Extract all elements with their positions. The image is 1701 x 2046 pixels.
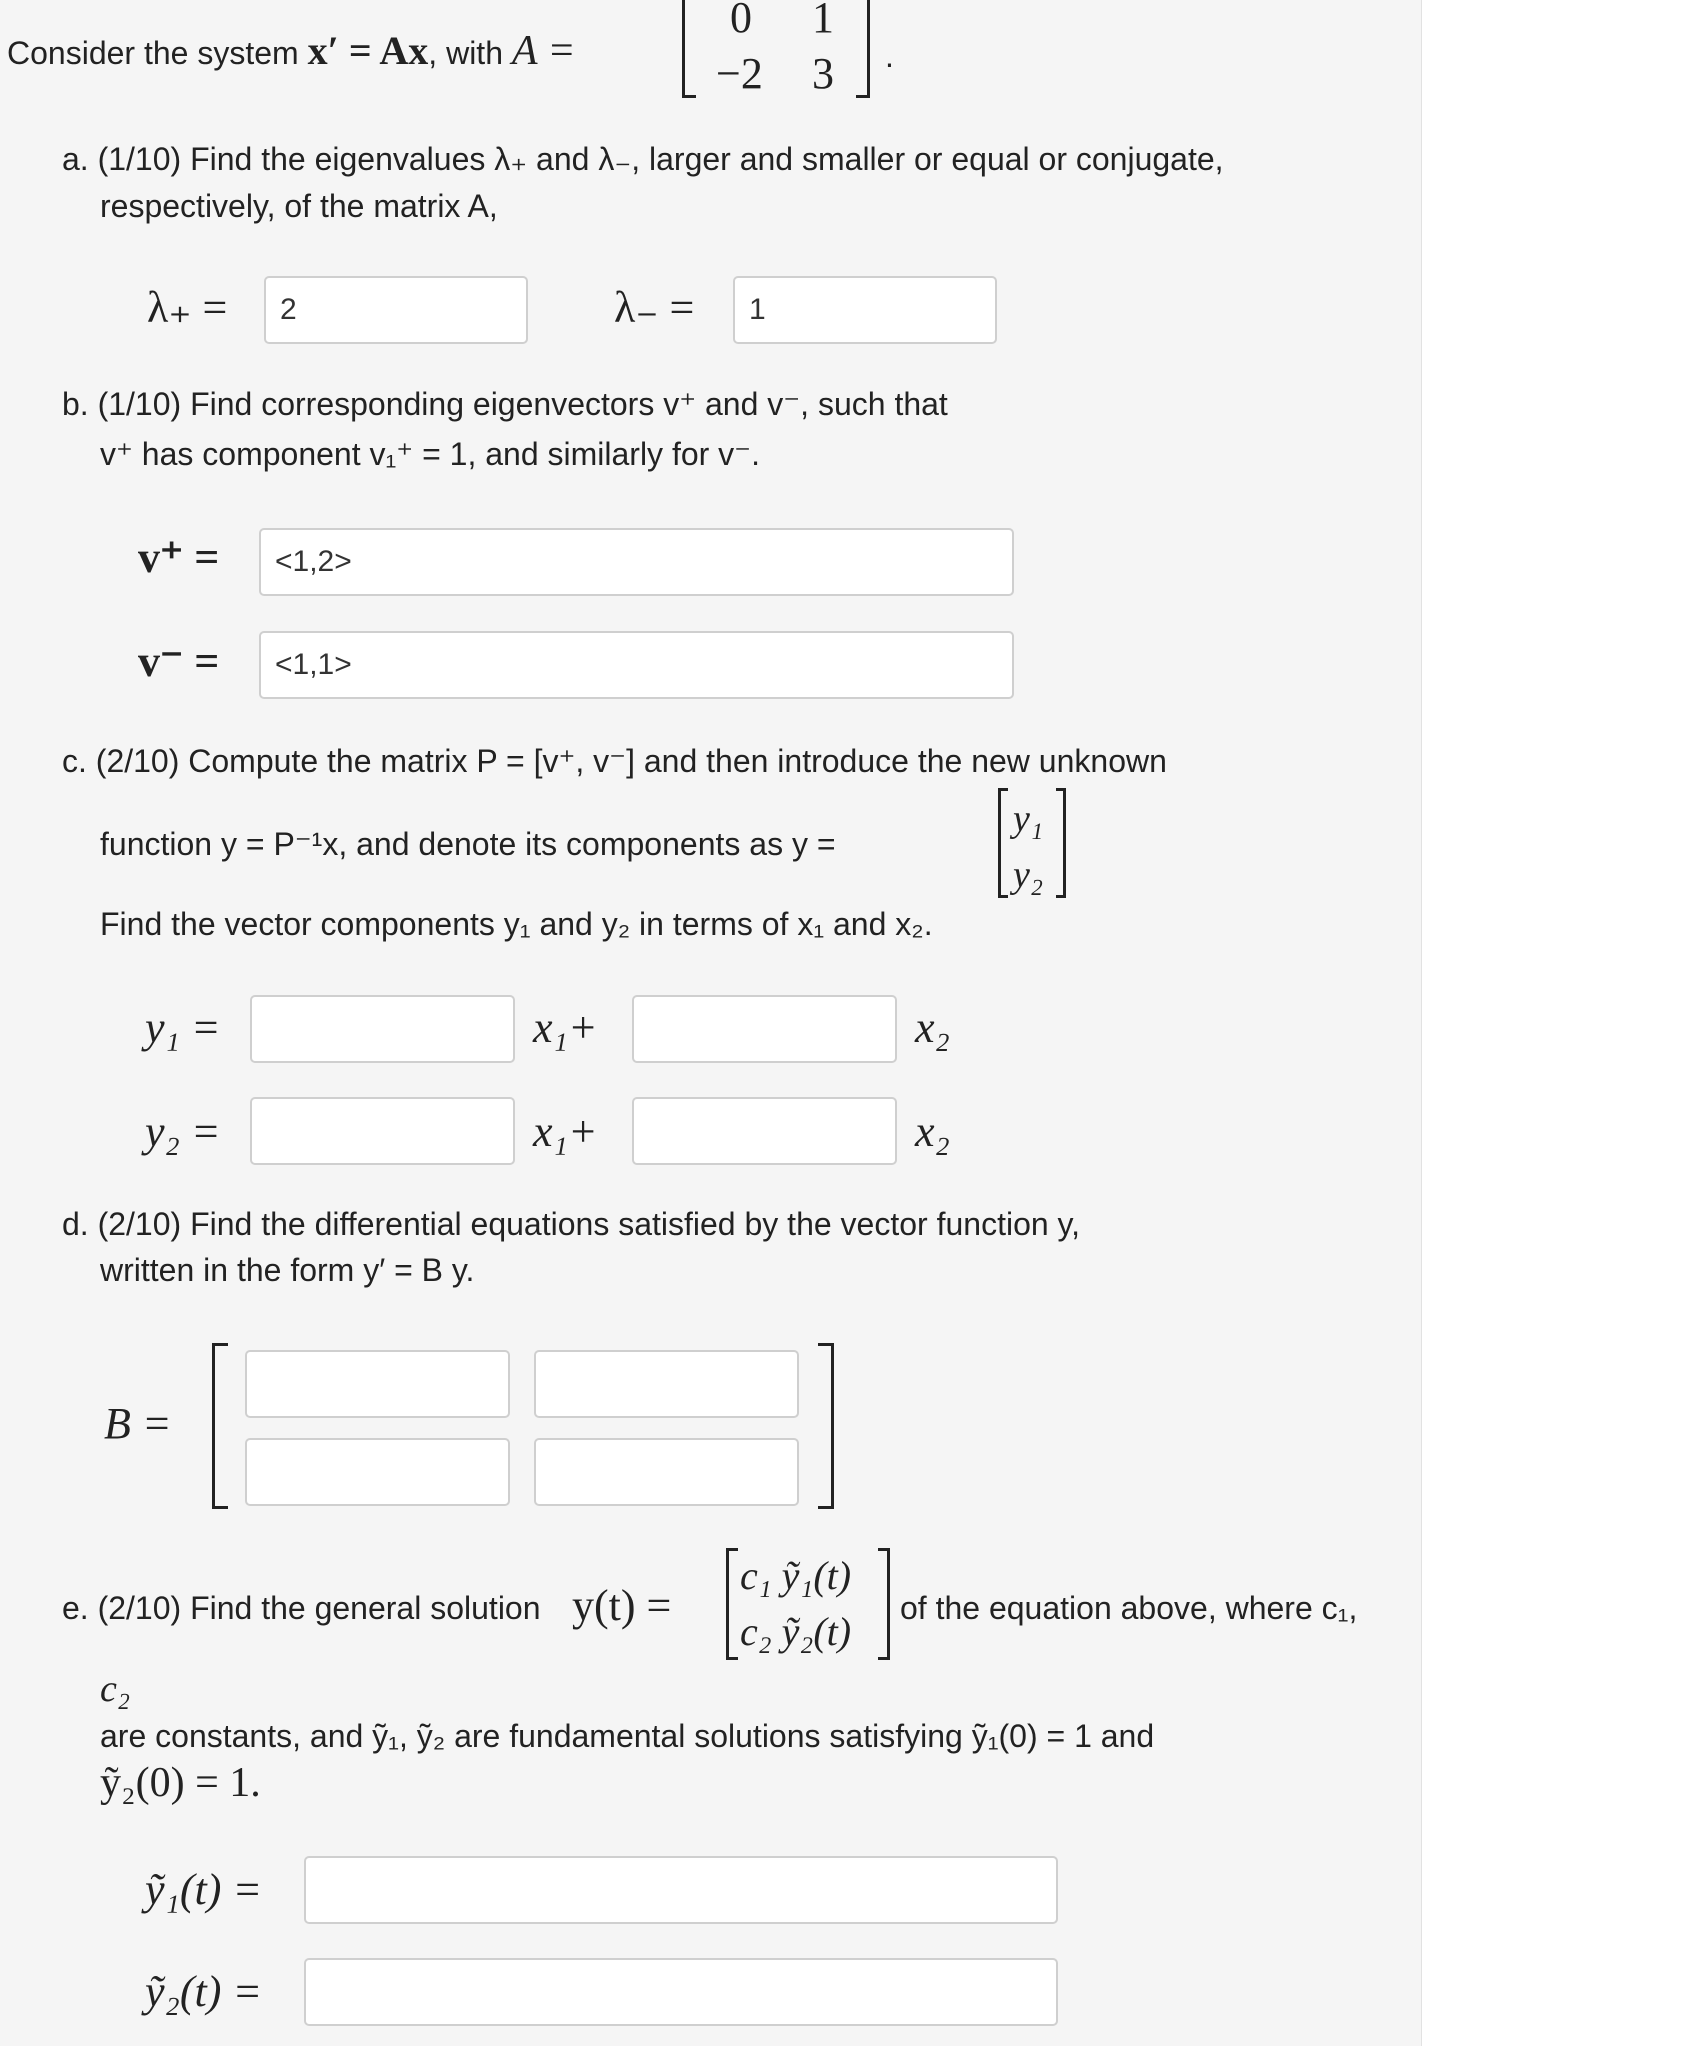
part-c-line1: c. (2/10) Compute the matrix P = [v⁺, v⁻] and then introduce the new unknown [62, 743, 1167, 779]
x1-plus-label: x₁+ [533, 1003, 598, 1052]
part-a-line2: respectively, of the matrix A, [100, 188, 498, 224]
lambda-plus-label: λ₊ = [147, 283, 228, 332]
part-e-line1a: e. (2/10) Find the general solution [62, 1590, 541, 1626]
matrix-b-cell-input[interactable] [534, 1438, 799, 1506]
matrix-b-right-bracket [818, 1343, 834, 1509]
solution-vector-cell2: c₂ ỹ₂(t) [740, 1609, 852, 1654]
matrix-b-cell-input[interactable] [245, 1350, 510, 1418]
matrix-b-cell-input[interactable] [534, 1350, 799, 1418]
v-plus-label: v⁺ = [138, 533, 220, 582]
solution-vector-right-bracket [878, 1548, 890, 1660]
matrix-a-cell: 1 [812, 0, 834, 42]
part-e-line3: are constants, and ỹ₁, ỹ₂ are fundamental solutions satisfying ỹ₁(0) = 1 and [100, 1718, 1155, 1754]
y2-label: y₂ = [145, 1107, 221, 1156]
lambda-minus-input[interactable] [733, 276, 997, 344]
matrix-a-left-bracket [682, 0, 696, 98]
y-tilde1-label: ỹ₁(t) = [145, 1865, 263, 1914]
matrix-a-cell: −2 [716, 49, 763, 98]
v-minus-input[interactable] [259, 631, 1014, 699]
part-b-line1: b. (1/10) Find corresponding eigenvectors v⁺ and v⁻, such that [62, 386, 948, 422]
y1-x1-coefficient-input[interactable] [250, 995, 515, 1063]
y-tilde2-label: ỹ₂(t) = [145, 1967, 263, 2016]
part-e-line4: ỹ₂(0) = 1. [100, 1760, 261, 1806]
x2-label: x₂ [915, 1003, 950, 1052]
intro-equation: x′ = Ax [307, 28, 429, 73]
matrix-b-left-bracket [212, 1343, 228, 1509]
y-tilde1-input[interactable] [304, 1856, 1058, 1924]
v-plus-input[interactable] [259, 528, 1014, 596]
matrix-a-label: A = [511, 28, 576, 74]
y-tilde2-input[interactable] [304, 1958, 1058, 2026]
intro-period: . [885, 38, 894, 74]
matrix-a-cell: 0 [730, 0, 752, 42]
part-e-line2: c₂ [100, 1668, 131, 1710]
y1-x2-coefficient-input[interactable] [632, 995, 897, 1063]
matrix-b-label: B = [104, 1399, 172, 1448]
y2-x2-coefficient-input[interactable] [632, 1097, 897, 1165]
part-a-line1: a. (1/10) Find the eigenvalues λ₊ and λ₋, larger and smaller or equal or conjugate, [62, 141, 1224, 177]
part-c-line3: Find the vector components y₁ and y₂ in terms of x₁ and x₂. [100, 906, 933, 942]
solution-vector-left-bracket [726, 1548, 738, 1660]
y2-x1-coefficient-input[interactable] [250, 1097, 515, 1165]
v-minus-label: v⁻ = [138, 637, 220, 686]
y-vector-y1: y₁ [1013, 798, 1044, 840]
y-vector-left-bracket [998, 788, 1008, 898]
part-d-line1: d. (2/10) Find the differential equations satisfied by the vector function y, [62, 1206, 1081, 1242]
part-c-line2: function y = P⁻¹x, and denote its components as y = [100, 826, 836, 862]
part-e-line1b: of the equation above, where c₁, [900, 1590, 1358, 1626]
x1-plus-label: x₁+ [533, 1107, 598, 1156]
solution-vector-cell1: c₁ ỹ₁(t) [740, 1553, 852, 1598]
y-vector-y2: y₂ [1013, 854, 1044, 896]
lambda-plus-input[interactable] [264, 276, 528, 344]
lambda-minus-label: λ₋ = [614, 283, 695, 332]
matrix-b-cell-input[interactable] [245, 1438, 510, 1506]
part-d-line2: written in the form y′ = B y. [100, 1252, 475, 1288]
x2-label: x₂ [915, 1107, 950, 1156]
y1-label: y₁ = [145, 1003, 221, 1052]
matrix-a-right-bracket [856, 0, 870, 98]
intro-text: Consider the system x′ = Ax, with A = [7, 28, 576, 74]
y-vector-right-bracket [1056, 788, 1066, 898]
part-b-line2: v⁺ has component v₁⁺ = 1, and similarly for v⁻. [100, 436, 760, 472]
matrix-a-cell: 3 [812, 49, 834, 98]
general-solution-lhs: y(t) = [572, 1581, 672, 1630]
